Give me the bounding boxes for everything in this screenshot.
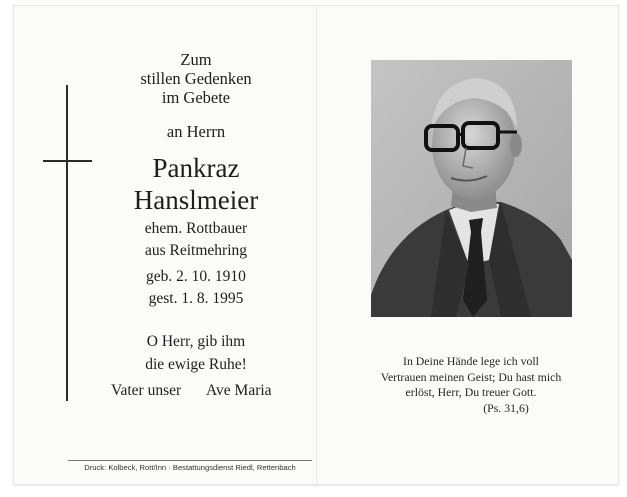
prayer-line-2: die ewige Ruhe! bbox=[145, 356, 247, 373]
verse-line-1: In Deine Hände lege ich voll bbox=[403, 354, 539, 368]
footer-divider bbox=[68, 460, 312, 461]
origin: aus Reitmehring bbox=[144, 242, 248, 259]
latin-cross-icon bbox=[66, 85, 68, 401]
intro-line-3: im Gebete bbox=[161, 88, 231, 107]
verse-reference: (Ps. 31,6) bbox=[483, 400, 529, 415]
addressee: an Herrn bbox=[166, 122, 226, 141]
intro-text bbox=[96, 50, 296, 107]
card-fold bbox=[316, 6, 317, 484]
prayer-line-1: O Herr, gib ihm bbox=[146, 333, 246, 350]
prayer-ave-maria: Ave Maria bbox=[206, 382, 272, 399]
intro-line-2: stillen Gedenken bbox=[140, 69, 252, 88]
verse-line-3: erlöst, Herr, Du treuer Gott. bbox=[405, 385, 537, 399]
psalm-verse bbox=[346, 354, 596, 416]
intro-line-1: Zum bbox=[180, 50, 212, 69]
prayer-text bbox=[96, 330, 296, 376]
portrait-photo bbox=[371, 60, 572, 317]
first-name: Pankraz bbox=[152, 153, 240, 183]
prayer-vater-unser: Vater unser bbox=[111, 382, 182, 399]
last-name: Hanslmeier bbox=[133, 185, 259, 215]
birth-date: geb. 2. 10. 1910 bbox=[146, 268, 246, 285]
deceased-name bbox=[96, 152, 296, 216]
cross-bar bbox=[43, 160, 92, 162]
occupation-origin bbox=[96, 218, 296, 262]
occupation: ehem. Rottbauer bbox=[144, 220, 248, 237]
life-dates bbox=[96, 266, 296, 310]
verse-line-2: Vertrauen meinen Geist; Du hast mich bbox=[380, 369, 562, 384]
death-date: gest. 1. 8. 1995 bbox=[148, 290, 244, 307]
portrait-image bbox=[371, 60, 572, 317]
printer-footer: Druck: Kolbeck, Rott/Inn · Bestattungsdienst Riedl, Rettenbach bbox=[84, 463, 296, 472]
